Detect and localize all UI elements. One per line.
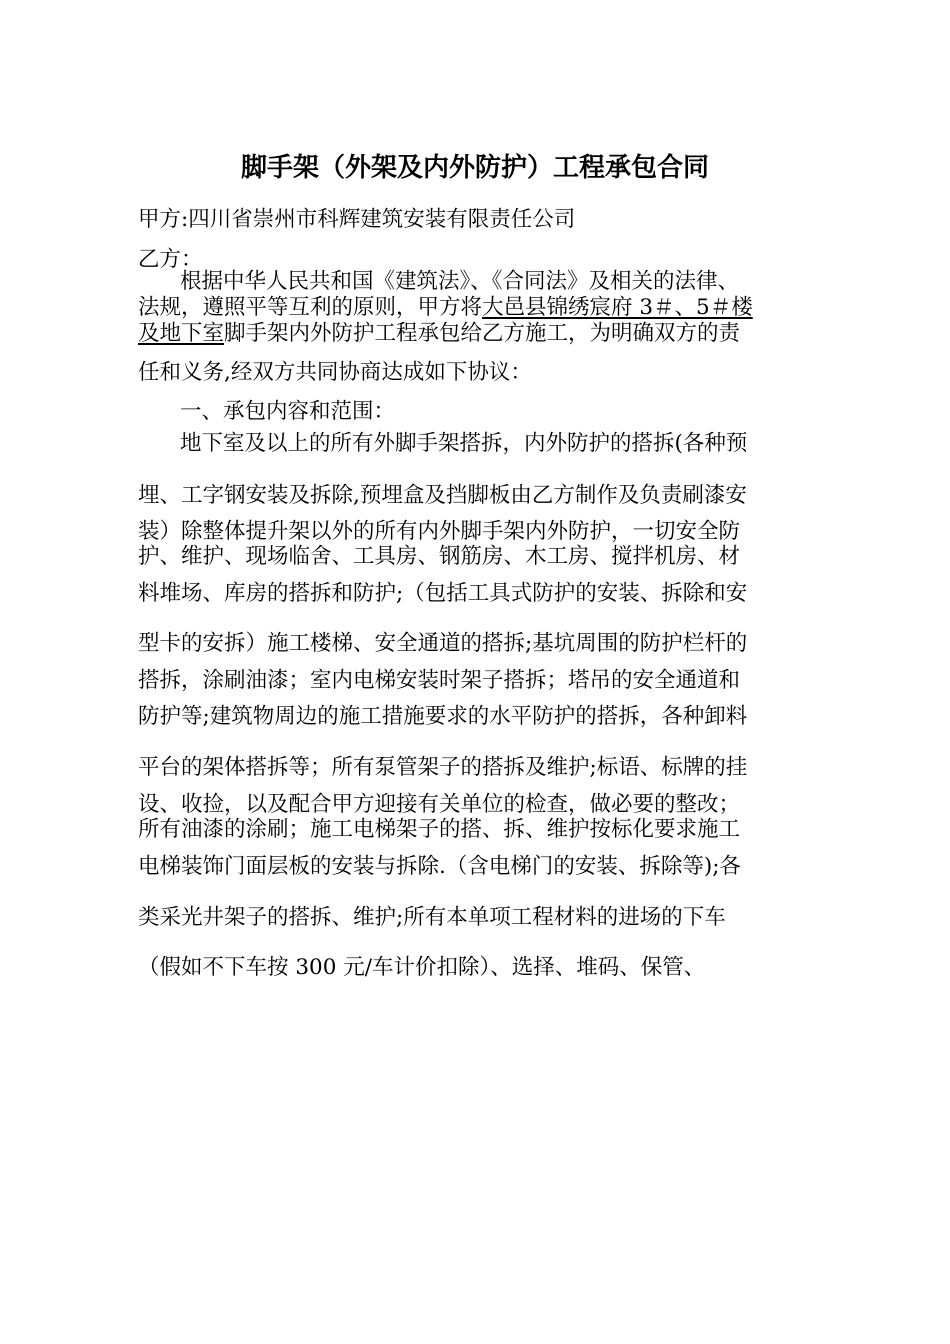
body-line: 护、维护、现场临舍、工具房、钢筋房、木工房、搅拌机房、材	[138, 544, 741, 569]
intro-text: 法规，遵照平等互利的原则，甲方将	[138, 295, 483, 320]
intro-line	[138, 294, 753, 322]
project-name-underlined: 大邑县锦绣宸府 3＃、5＃楼	[482, 295, 753, 320]
body-line: 料堆场、库房的搭拆和防护;（包括工具式防护的安装、拆除和安	[138, 581, 748, 606]
body-line: 防护等;建筑物周边的施工措施要求的水平防护的搭拆，各种卸料	[138, 704, 748, 729]
body-line: 装）除整体提升架以外的所有内外脚手架内外防护，一切安全防	[138, 519, 741, 544]
body-line: 埋、工字钢安装及拆除,预埋盒及挡脚板由乙方制作及负责刷漆安	[138, 483, 747, 508]
section-heading: 一、承包内容和范围：	[180, 399, 396, 424]
body-line: 平台的架体搭拆等；所有泵管架子的搭拆及维护;标语、标牌的挂	[138, 755, 748, 780]
document-title: 脚手架（外架及内外防护）工程承包合同	[240, 153, 709, 183]
intro-line	[138, 320, 740, 348]
party-b: 乙方：	[138, 247, 203, 272]
body-line: 地下室及以上的所有外脚手架搭拆，内外防护的搭拆(各种预	[180, 431, 748, 456]
party-a: 甲方:四川省崇州市科辉建筑安装有限责任公司	[138, 207, 576, 232]
body-line: （假如不下车按 300 元/车计价扣除）、选择、堆码、保管、	[138, 955, 706, 980]
body-line: 设、收捡，以及配合甲方迎接有关单位的检查，做必要的整改；	[138, 792, 741, 817]
body-line: 所有油漆的涂刷；施工电梯架子的搭、拆、维护按标化要求施工	[138, 817, 741, 842]
intro-line: 根据中华人民共和国《建筑法》、《合同法》及相关的法律、	[180, 269, 740, 294]
intro-text: 脚手架内外防护工程承包给乙方施工，为明确双方的责	[224, 321, 741, 346]
body-line: 搭拆，涂刷油漆；室内电梯安装时架子搭拆；塔吊的安全通道和	[138, 668, 741, 693]
body-line: 电梯装饰门面层板的安装与拆除.（含电梯门的安装、拆除等);各	[138, 854, 741, 879]
body-line: 类采光井架子的搭拆、维护;所有本单项工程材料的进场的下车	[138, 905, 726, 930]
body-line: 型卡的安拆）施工楼梯、安全通道的搭拆;基坑周围的防护栏杆的	[138, 631, 748, 656]
intro-line: 任和义务,经双方共同协商达成如下协议：	[138, 360, 532, 385]
project-name-underlined: 及地下室	[138, 321, 225, 346]
